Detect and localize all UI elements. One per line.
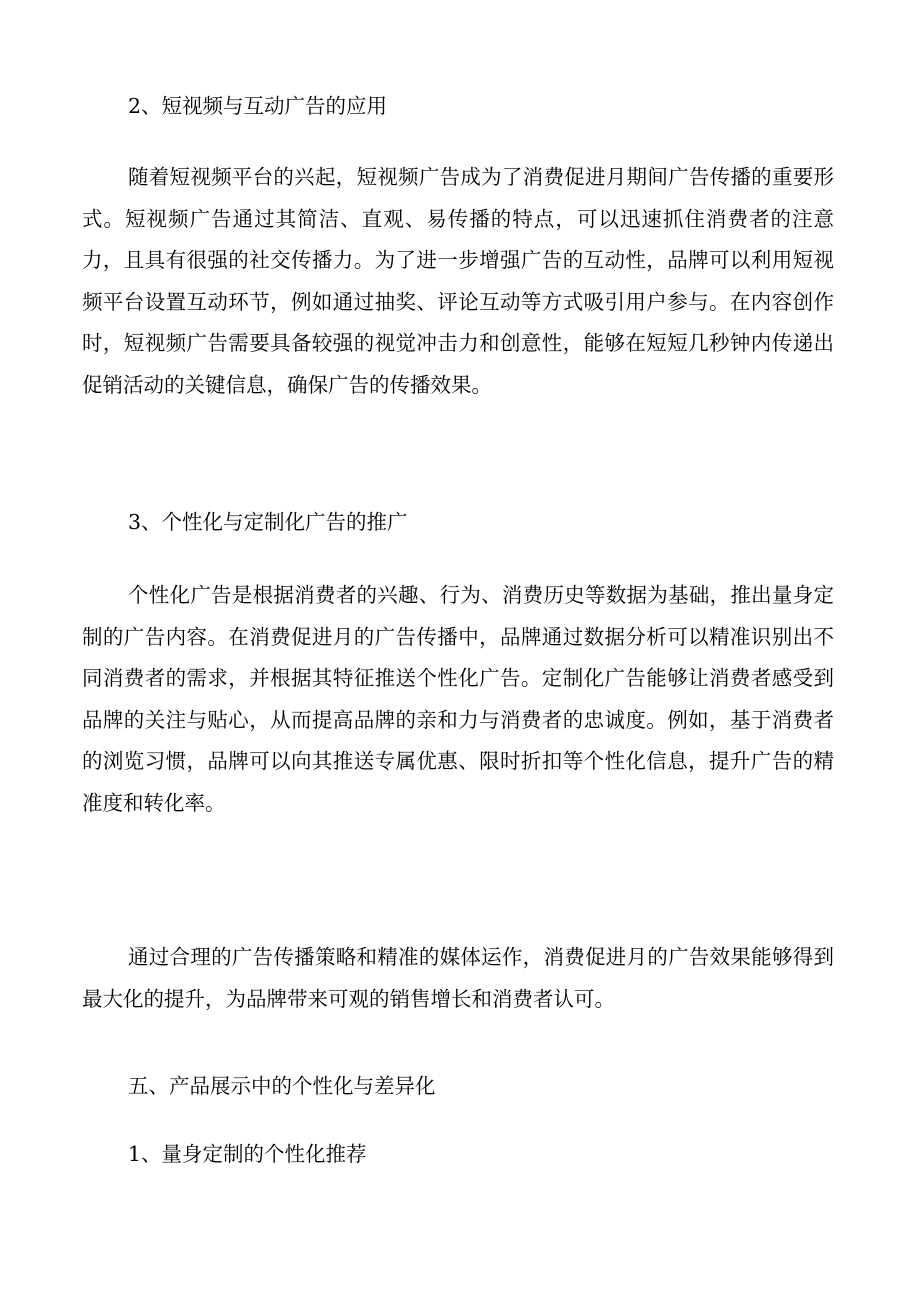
paragraph-short-video-ads: 随着短视频平台的兴起，短视频广告成为了消费促进月期间广告传播的重要形式。短视频广告通过其简洁、直观、易传播的特点，可以迅速抓住消费者的注意力，且具有很强的社交传播力。为了进一步增强广告的互动性，品牌可以利用短视频平台设置互动环节，例如通过抽奖、评论互动等方式吸引用户参与。在内容创作时，短视频广告需要具备较强的视觉冲击力和创意性，能够在短短几秒钟内传递出促销活动的关键信息，确保广告的传播效果。 (82, 165, 834, 397)
section-heading-5: 五、产品展示中的个性化与差异化 (128, 1074, 436, 1098)
paragraph-summary: 通过合理的广告传播策略和精准的媒体运作，消费促进月的广告效果能够得到最大化的提升，为品牌带来可观的销售增长和消费者认可。 (82, 945, 834, 1011)
subsection-heading-2: 2、短视频与互动广告的应用 (128, 94, 388, 118)
subsection-heading-3: 3、个性化与定制化广告的推广 (128, 510, 408, 534)
subsection-heading-5-1: 1、量身定制的个性化推荐 (128, 1142, 367, 1166)
paragraph-personalized-ads: 个性化广告是根据消费者的兴趣、行为、消费历史等数据为基础，推出量身定制的广告内容。在消费促进月的广告传播中，品牌通过数据分析可以精准识别出不同消费者的需求，并根据其特征推送个性化广告。定制化广告能够让消费者感受到品牌的关注与贴心，从而提高品牌的亲和力与消费者的忠诚度。例如，基于消费者的浏览习惯，品牌可以向其推送专属优惠、限时折扣等个性化信息，提升广告的精准度和转化率。 (82, 583, 834, 815)
